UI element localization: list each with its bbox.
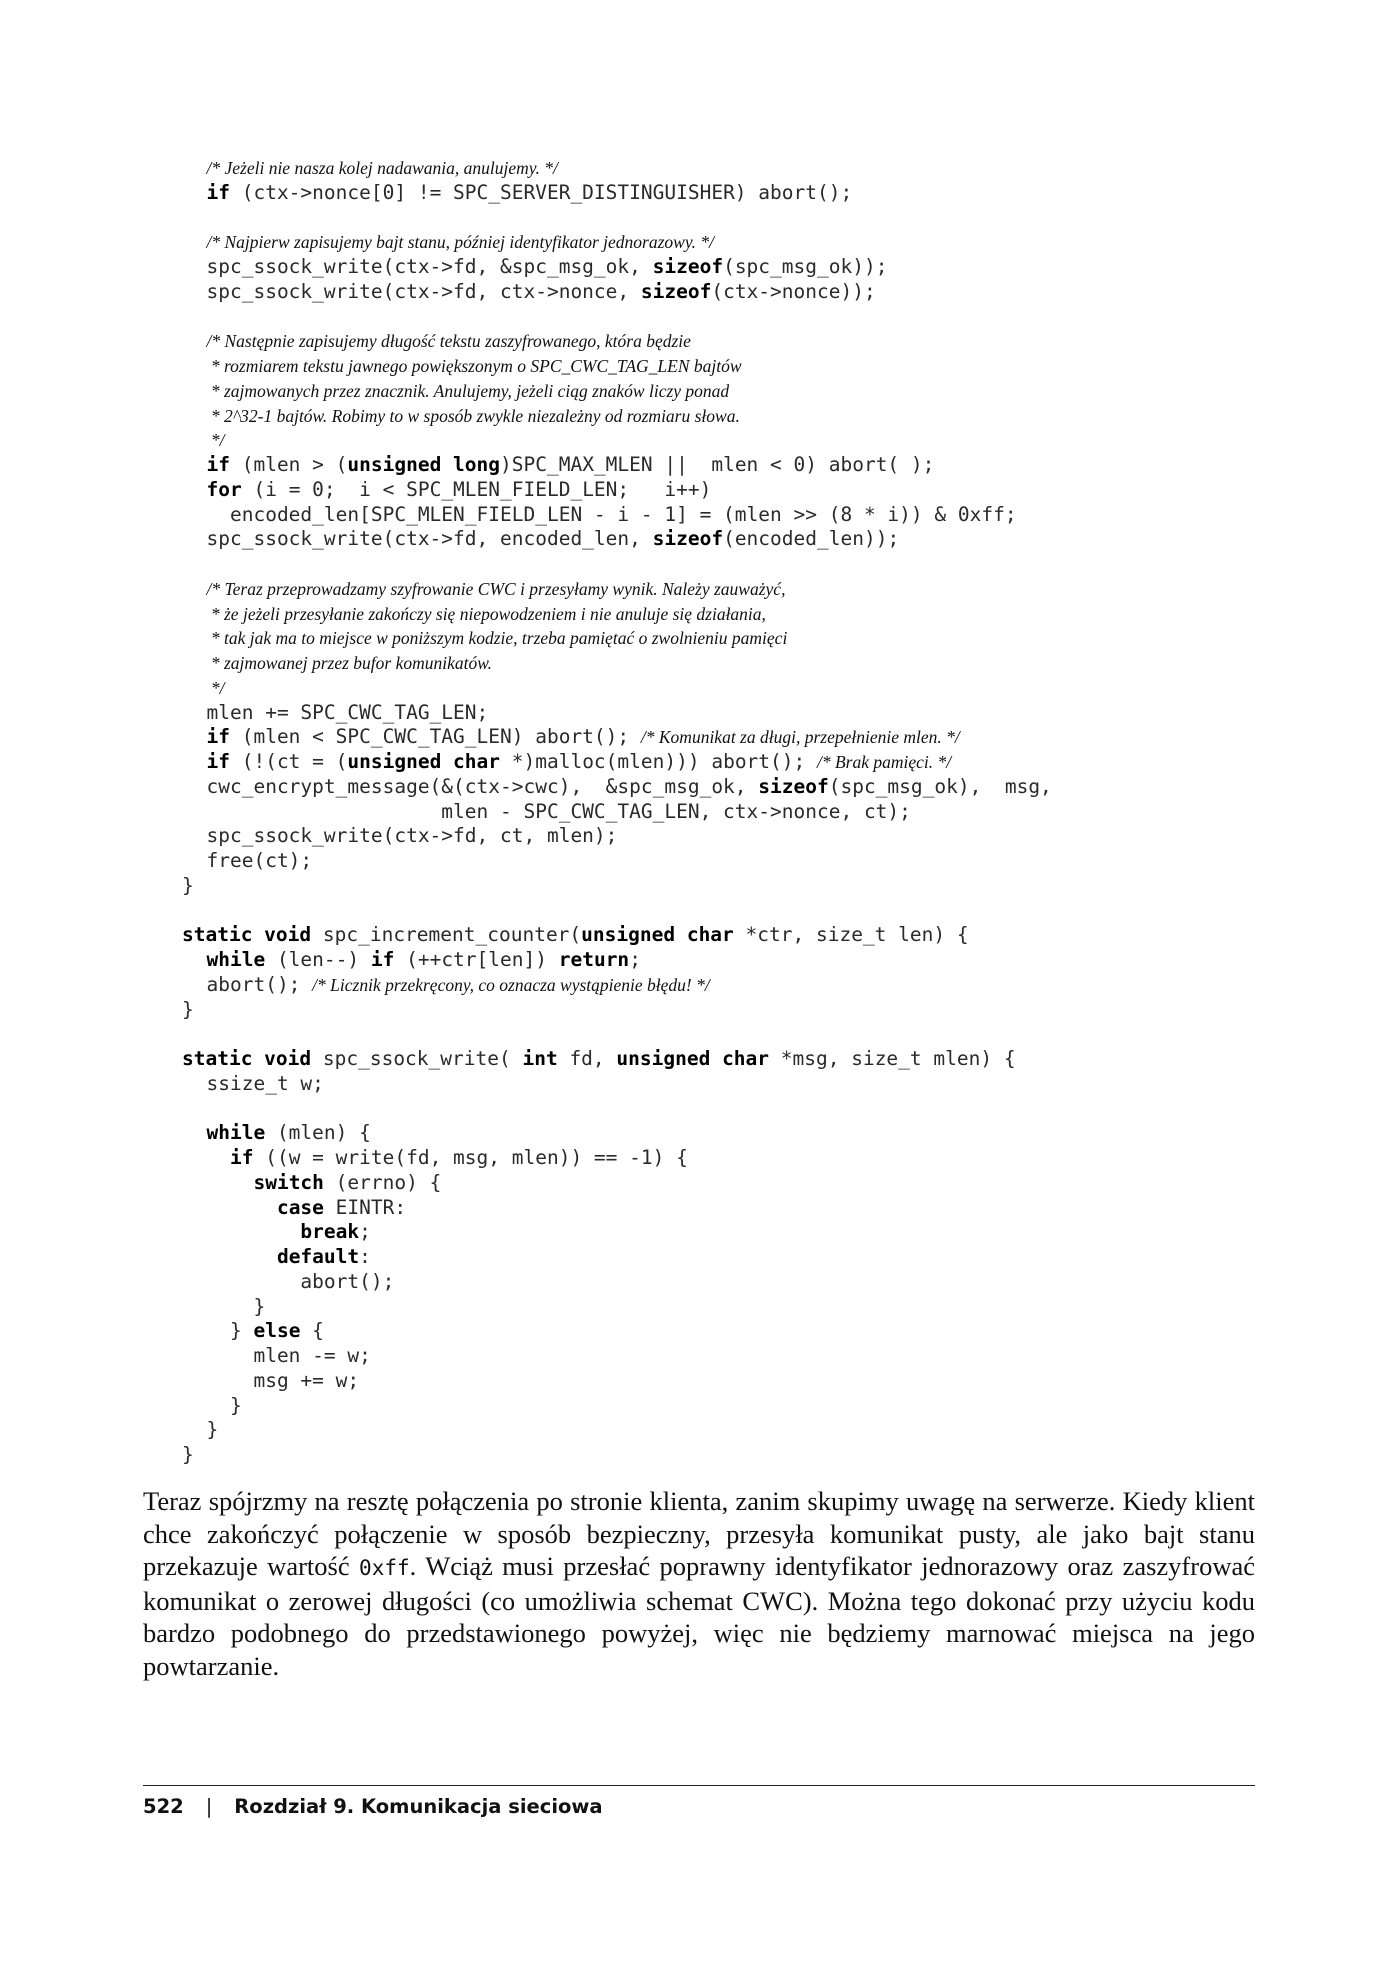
code-comment: /* Następnie zapisujemy długość tekstu zaszyfrowanego, która będzie [206, 331, 691, 352]
code-line [182, 1245, 1182, 1270]
code-text: mlen += SPC_CWC_TAG_LEN; [206, 700, 489, 724]
code-blank-line [182, 552, 1182, 577]
code-text: cwc_encrypt_message(&(ctx->cwc), &spc_msg_ok, [206, 774, 759, 798]
code-line [182, 775, 1182, 800]
code-keyword: if [229, 1146, 254, 1169]
code-line [182, 725, 1182, 750]
code-listing [182, 156, 1182, 1468]
code-text: (ctx->nonce[0] != SPC_SERVER_DISTINGUISHER) abort(); [229, 180, 853, 204]
code-text: spc_increment_counter( [311, 923, 582, 947]
code-line [182, 602, 1182, 627]
code-text: free(ct); [206, 849, 313, 872]
code-line [182, 824, 1182, 849]
code-text: (mlen) { [265, 1121, 371, 1145]
code-line [182, 1146, 1182, 1171]
code-keyword: if [206, 453, 230, 476]
page-number: 522 [143, 1795, 184, 1818]
code-text: (spc_msg_ok)); [723, 255, 888, 278]
code-line [182, 948, 1182, 973]
code-line [182, 577, 1182, 602]
code-keyword: switch [253, 1170, 324, 1194]
code-keyword: if [206, 750, 230, 773]
code-text: (len--) [265, 948, 371, 971]
code-comment: /* Teraz przeprowadzamy szyfrowanie CWC i przesyłamy wynik. Należy zauważyć, [206, 578, 786, 599]
page-footer [143, 1795, 603, 1818]
code-text: EINTR: [323, 1195, 407, 1219]
code-text: spc_ssock_write(ctx->fd, ctx->nonce, [206, 279, 641, 303]
code-text: abort(); [206, 1269, 395, 1293]
code-text: spc_ssock_write(ctx->fd, encoded_len, [206, 527, 653, 551]
code-text: } [206, 1418, 219, 1442]
code-comment: /* Licznik przekręcony, co oznacza wystąpienie błędu! */ [312, 974, 710, 995]
code-keyword: if [206, 180, 230, 204]
code-keyword: default [276, 1245, 360, 1268]
chapter-title: Rozdział 9. Komunikacja sieciowa [234, 1795, 603, 1818]
code-text: } [206, 1294, 266, 1318]
code-keyword: if [370, 948, 395, 971]
code-text: { [300, 1319, 324, 1343]
code-keyword: unsigned char [347, 750, 501, 773]
code-line [182, 1344, 1182, 1369]
code-line [182, 923, 1182, 948]
code-line [182, 1418, 1182, 1443]
code-text: } [206, 1393, 242, 1417]
code-keyword: for [206, 477, 242, 501]
code-text: } [182, 1443, 194, 1466]
code-line [182, 329, 1182, 354]
code-keyword: sizeof [652, 527, 724, 551]
code-text: fd, [557, 1047, 617, 1070]
code-comment: */ [206, 677, 225, 698]
code-text: } [182, 997, 194, 1021]
code-comment: /* Brak pamięci. */ [817, 752, 952, 772]
code-keyword: case [276, 1195, 324, 1219]
code-line [182, 973, 1182, 998]
code-line [182, 1394, 1182, 1419]
code-keyword: sizeof [640, 279, 712, 303]
code-line [182, 453, 1182, 478]
code-line [182, 1443, 1182, 1468]
code-keyword: sizeof [652, 255, 724, 278]
code-line [182, 527, 1182, 552]
code-text: abort(); [206, 972, 313, 996]
code-keyword: static void [182, 923, 312, 947]
code-keyword: while [206, 948, 266, 971]
code-text: encoded_len[SPC_MLEN_FIELD_LEN - i - 1] = (mlen >> (8 * i)) & 0xff; [206, 502, 1017, 526]
code-keyword: int [522, 1047, 558, 1070]
code-line [182, 379, 1182, 404]
code-keyword: break [300, 1220, 360, 1244]
code-comment: /* Najpierw zapisujemy bajt stanu, później identyfikator jednorazowy. */ [206, 232, 714, 253]
code-keyword: unsigned long [347, 453, 501, 476]
body-paragraph [143, 1485, 1255, 1683]
code-text: (spc_msg_ok), msg, [828, 774, 1052, 798]
code-text: mlen - SPC_CWC_TAG_LEN, ctx->nonce, ct); [206, 799, 911, 823]
footer-rule [143, 1785, 1255, 1786]
code-text [207, 1245, 277, 1268]
code-blank-line [182, 206, 1182, 231]
code-line [182, 181, 1182, 206]
code-line [182, 354, 1182, 379]
code-line [182, 156, 1182, 181]
code-line [182, 1319, 1182, 1344]
paragraph-text-end: . Wciąż musi przesłać poprawny identyfikator jednorazowy oraz zaszyfrować komunikat o zerowej długości (co umożliwia schemat CWC). Można tego dokonać przy użyciu kodu bardzo podobnego do przedstawionego powyżej, więc nie będziemy marnować miejsca na jego powtarzanie. [143, 1551, 1255, 1681]
footer-separator: | [205, 1795, 213, 1818]
code-line [182, 255, 1182, 280]
code-line [182, 404, 1182, 429]
code-keyword: unsigned char [616, 1047, 770, 1070]
code-line [182, 1295, 1182, 1320]
code-line [182, 676, 1182, 701]
code-text: (mlen < SPC_CWC_TAG_LEN) abort(); [229, 725, 641, 749]
code-text: } [182, 873, 194, 897]
code-text: ((w = write(fd, msg, mlen)) == -1) { [253, 1146, 688, 1169]
code-comment: * zajmowanych przez znacznik. Anulujemy, jeżeli ciąg znaków liczy ponad [206, 380, 730, 401]
inline-code: 0xff [359, 1556, 410, 1581]
code-line [182, 478, 1182, 503]
code-text: spc_ssock_write( [311, 1047, 523, 1070]
code-keyword: else [253, 1319, 301, 1343]
code-text [207, 1146, 230, 1169]
code-text: (ctx->nonce)); [711, 279, 876, 303]
code-line [182, 701, 1182, 726]
code-line [182, 800, 1182, 825]
code-text: )SPC_MAX_MLEN || mlen < 0) abort( ); [500, 453, 935, 476]
code-text [207, 1220, 301, 1243]
code-line [182, 503, 1182, 528]
code-blank-line [182, 1097, 1182, 1122]
code-blank-line [182, 899, 1182, 924]
code-comment: * że jeżeli przesyłanie zakończy się niepowodzeniem i nie anuluje się działania, [206, 603, 766, 624]
code-line [182, 1369, 1182, 1394]
code-keyword: return [558, 948, 630, 971]
code-text: (i = 0; i < SPC_MLEN_FIELD_LEN; i++) [241, 477, 712, 501]
code-text: spc_ssock_write(ctx->fd, &spc_msg_ok, [206, 255, 653, 278]
code-line [182, 651, 1182, 676]
code-line [182, 280, 1182, 305]
code-text: msg += w; [206, 1368, 360, 1392]
code-line [182, 626, 1182, 651]
paragraph-text-start: Teraz spójrzmy na resztę połączenia po stronie klienta, zanim skupimy uwagę na serwerze. Kiedy klient chce zakończyć połączenie w sposób bezpieczny, przesyła komunikat pusty, ale jako bajt stanu przekazuje wartość [143, 1486, 1255, 1582]
code-keyword: unsigned char [581, 923, 734, 947]
code-blank-line [182, 1022, 1182, 1047]
code-keyword: static void [182, 1047, 312, 1070]
code-blank-line [182, 305, 1182, 330]
code-text: : [359, 1245, 371, 1268]
code-text: spc_ssock_write(ctx->fd, ct, mlen); [206, 824, 618, 848]
code-comment: /* Jeżeli nie nasza kolej nadawania, anulujemy. */ [206, 158, 558, 178]
code-text: ; [629, 948, 641, 971]
code-line [182, 230, 1182, 255]
code-comment: * rozmiarem tekstu jawnego powiększonym o SPC_CWC_TAG_LEN bajtów [206, 356, 742, 376]
code-line [182, 998, 1182, 1023]
code-text [207, 1196, 277, 1219]
code-line [182, 1196, 1182, 1221]
code-text: (++ctr[len]) [394, 948, 559, 971]
code-line [182, 1072, 1182, 1097]
code-line [182, 874, 1182, 899]
code-text: *)malloc(mlen))) abort(); [500, 750, 817, 773]
code-text: (!(ct = ( [229, 750, 348, 773]
code-keyword: sizeof [758, 774, 829, 798]
code-text: *ctr, size_t len) { [733, 923, 969, 947]
code-line [182, 1270, 1182, 1295]
code-text: ssize_t w; [206, 1071, 324, 1095]
code-comment: * zajmowanej przez bufor komunikatów. [206, 653, 493, 673]
code-line [182, 750, 1182, 775]
code-comment: * 2^32-1 bajtów. Robimy to w sposób zwykle niezależny od rozmiaru słowa. [206, 405, 740, 426]
code-line [182, 849, 1182, 874]
code-text: ; [359, 1220, 371, 1244]
code-line [182, 1121, 1182, 1146]
code-text [207, 1171, 254, 1194]
code-keyword: while [206, 1121, 266, 1145]
code-text: (mlen > ( [229, 453, 348, 476]
code-line [182, 428, 1182, 453]
code-line [182, 1220, 1182, 1245]
code-text: } [206, 1319, 254, 1343]
code-text: *msg, size_t mlen) { [769, 1047, 1016, 1070]
code-text: (encoded_len)); [723, 527, 900, 551]
code-comment: * tak jak ma to miejsce w poniższym kodzie, trzeba pamiętać o zwolnieniu pamięci [206, 628, 788, 649]
code-comment: /* Komunikat za długi, przepełnienie mlen. */ [640, 727, 960, 748]
code-line [182, 1047, 1182, 1072]
code-text: (errno) { [323, 1170, 442, 1194]
code-keyword: if [206, 725, 230, 749]
code-comment: */ [206, 430, 225, 451]
code-text: mlen -= w; [206, 1344, 371, 1367]
code-line [182, 1171, 1182, 1196]
